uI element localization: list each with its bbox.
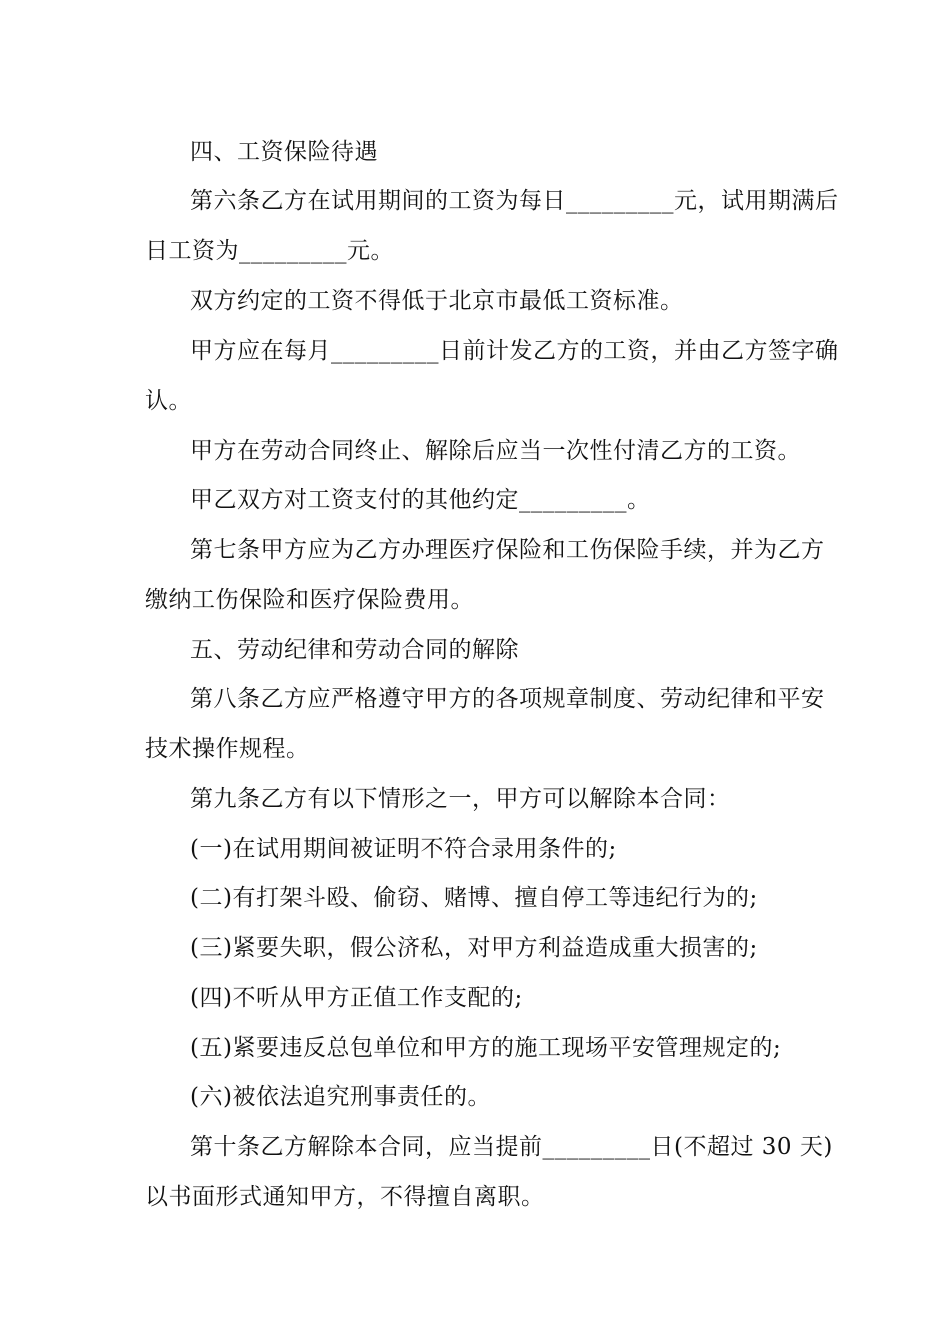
article-6-line-2: 日工资为_________元。 [145, 238, 394, 264]
article-6-line-1: 第六条乙方在试用期间的工资为每日_________元，试用期满后 [190, 188, 839, 214]
list-item-3: (三)紧要失职，假公济私，对甲方利益造成重大损害的; [190, 935, 758, 961]
list-item-4: (四)不听从甲方正值工作支配的; [190, 985, 523, 1011]
list-item-2: (二)有打架斗殴、偷窃、赌博、擅自停工等违纪行为的; [190, 885, 758, 911]
article-10-line-1: 第十条乙方解除本合同，应当提前_________日(不超过 30 天) [190, 1134, 833, 1160]
article-8-line-1: 第八条乙方应严格遵守甲方的各项规章制度、劳动纪律和平安 [190, 686, 825, 712]
article-10-line-2: 以书面形式通知甲方，不得擅自离职。 [145, 1184, 545, 1210]
paragraph-final-pay: 甲方在劳动合同终止、解除后应当一次性付清乙方的工资。 [190, 438, 801, 464]
paragraph-pay-date-line-1: 甲方应在每月_________日前计发乙方的工资，并由乙方签字确 [190, 338, 839, 364]
list-item-6: (六)被依法追究刑事责任的。 [190, 1084, 491, 1110]
article-7-line-1: 第七条甲方应为乙方办理医疗保险和工伤保险手续，并为乙方 [190, 537, 825, 563]
article-9-intro: 第九条乙方有以下情形之一，甲方可以解除本合同： [190, 786, 731, 812]
paragraph-other-agreement: 甲乙双方对工资支付的其他约定_________。 [190, 487, 651, 513]
list-item-1: (一)在试用期间被证明不符合录用条件的; [190, 836, 617, 862]
paragraph-minimum-wage: 双方约定的工资不得低于北京市最低工资标准。 [190, 288, 684, 314]
list-item-5: (五)紧要违反总包单位和甲方的施工现场平安管理规定的; [190, 1035, 782, 1061]
paragraph-pay-date-line-2: 认。 [145, 388, 192, 414]
section-heading-discipline: 五、劳动纪律和劳动合同的解除 [190, 637, 519, 663]
section-heading-wages: 四、工资保险待遇 [190, 139, 378, 165]
article-8-line-2: 技术操作规程。 [145, 736, 310, 762]
article-7-line-2: 缴纳工伤保险和医疗保险费用。 [145, 587, 474, 613]
